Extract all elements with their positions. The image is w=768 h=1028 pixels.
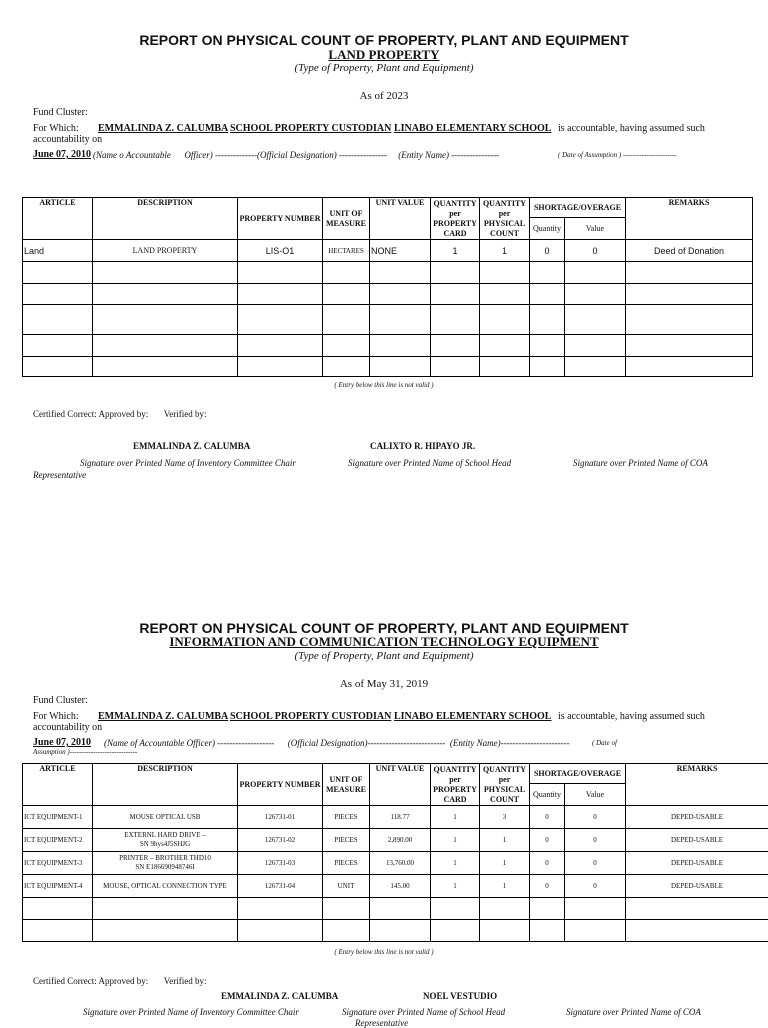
- cell-description: MOUSE OPTICAL USB: [93, 806, 238, 829]
- cell-unit-value: NONE: [370, 240, 431, 262]
- cell-unit-value: 2,890.00: [370, 829, 431, 852]
- table-row-empty: [23, 357, 753, 377]
- table-row: [23, 852, 768, 875]
- report2-sig-name1: EMMALINDA Z. CALUMBA: [221, 991, 338, 1001]
- report1-date: June 07, 2010: [33, 149, 91, 160]
- cell-unit: UNIT: [323, 875, 370, 898]
- report2-legend: (Name of Accountable Officer) ------------------- (Official Designation)-------------------------- (Entity Name)-----------------------: [104, 738, 570, 748]
- cell-article: ICT EQUIPMENT-3: [23, 852, 93, 875]
- cell-short-value: 0: [565, 829, 626, 852]
- col-qty-card: QUANTITY per PROPERTY CARD: [431, 764, 480, 806]
- cell-unit-value: 118.77: [370, 806, 431, 829]
- col-property-number: PROPERTY NUMBER: [238, 764, 323, 806]
- report1-name: EMMALINDA Z. CALUMBA: [98, 123, 228, 134]
- cell-property-number: 126731-01: [238, 806, 323, 829]
- report2-sig-name2: NOEL VESTUDIO: [423, 991, 497, 1001]
- report2-accountable: is accountable, having assumed such: [558, 711, 705, 722]
- cell-description: PRINTER – BROTHER THD10 SN E186690948746I: [93, 852, 238, 875]
- report1-sig-label2: Signature over Printed Name of School Head: [348, 458, 511, 468]
- report2-type-caption: (Type of Property, Plant and Equipment): [0, 650, 768, 662]
- cell-remarks: DEPED-USABLE: [626, 806, 768, 829]
- report2-entity: LINABO ELEMENTARY SCHOOL: [394, 711, 559, 722]
- cell-remarks: DEPED-USABLE: [626, 875, 768, 898]
- cell-short-value: 0: [565, 240, 626, 262]
- cell-short-qty: 0: [530, 240, 565, 262]
- report2-sig-label3: Signature over Printed Name of COA: [566, 1007, 701, 1017]
- col-description: DESCRIPTION: [93, 764, 238, 806]
- report2-date: June 07, 2010: [33, 737, 91, 748]
- cell-article: ICT EQUIPMENT-2: [23, 829, 93, 852]
- cell-description: LAND PROPERTY: [93, 240, 238, 262]
- report2-legend-date2: Assumption )-----------------------------: [33, 748, 137, 756]
- col-qty-card: QUANTITY per PROPERTY CARD: [431, 198, 480, 240]
- cell-unit: PIECES: [323, 829, 370, 852]
- cell-remarks: DEPED-USABLE: [626, 829, 768, 852]
- report1-subtitle: LAND PROPERTY: [0, 47, 768, 63]
- report1-legend-date: ( Date of Assumption ) -----------------------: [558, 151, 677, 159]
- report1-table: [22, 197, 753, 377]
- report2-title: REPORT ON PHYSICAL COUNT OF PROPERTY, PLANT AND EQUIPMENT: [0, 620, 768, 636]
- cell-qty-card: 1: [431, 829, 480, 852]
- cell-remarks: DEPED-USABLE: [626, 852, 768, 875]
- report1-designation: SCHOOL PROPERTY CUSTODIAN: [230, 123, 391, 134]
- col-shortage: SHORTAGE/OVERAGE: [530, 764, 626, 784]
- cell-unit: HECTARES: [323, 240, 370, 262]
- col-quantity: Quantity: [530, 784, 565, 806]
- table-row: [23, 240, 753, 262]
- cell-unit-value: 13,760.00: [370, 852, 431, 875]
- cell-property-number: LIS-O1: [238, 240, 323, 262]
- col-qty-count: QUANTITY per PHYSICAL COUNT: [480, 764, 530, 806]
- cell-property-number: 126731-03: [238, 852, 323, 875]
- cell-qty-count: 1: [480, 240, 530, 262]
- cell-property-number: 126731-02: [238, 829, 323, 852]
- cell-short-value: 0: [565, 875, 626, 898]
- col-remarks: REMARKS: [626, 764, 768, 806]
- report1-sig-label3: Signature over Printed Name of COA: [573, 458, 708, 468]
- col-unit-of-measure: UNIT OF MEASURE: [323, 764, 370, 806]
- table-row-empty: [23, 920, 768, 942]
- cell-article: Land: [23, 240, 93, 262]
- report1-accountability-on: accountability on: [33, 134, 102, 145]
- report2-subtitle: INFORMATION AND COMMUNICATION TECHNOLOGY EQUIPMENT: [0, 634, 768, 650]
- cell-short-qty: 0: [530, 806, 565, 829]
- table-row: [23, 806, 768, 829]
- cell-qty-card: 1: [431, 240, 480, 262]
- cell-short-qty: 0: [530, 875, 565, 898]
- report1-fund-cluster: Fund Cluster:: [33, 107, 88, 118]
- report2-table: [22, 763, 768, 942]
- cell-article: ICT EQUIPMENT-4: [23, 875, 93, 898]
- cell-short-value: 0: [565, 852, 626, 875]
- cell-property-number: 126731-04: [238, 875, 323, 898]
- report1-representative: Representative: [33, 470, 86, 480]
- report2-sig-label2: Signature over Printed Name of School Head: [342, 1007, 505, 1017]
- report1-for-which: For Which:: [33, 123, 79, 134]
- cell-qty-card: 1: [431, 852, 480, 875]
- report1-accountable: is accountable, having assumed such: [558, 123, 705, 134]
- cell-unit-value: 145.00: [370, 875, 431, 898]
- report1-legend: (Name o Accountable Officer) --------------(Official Designation) ---------------- (Entity Name) ----------------: [93, 150, 499, 160]
- report2-for-which: For Which:: [33, 711, 79, 722]
- cell-short-qty: 0: [530, 829, 565, 852]
- report1-as-of: As of 2023: [0, 90, 768, 102]
- col-unit-value: UNIT VALUE: [370, 764, 431, 806]
- report2-name: EMMALINDA Z. CALUMBA: [98, 711, 228, 722]
- col-unit-of-measure: UNIT OF MEASURE: [323, 198, 370, 240]
- cell-qty-card: 1: [431, 806, 480, 829]
- col-article: ARTICLE: [23, 764, 93, 806]
- report1-certified: Certified Correct: Approved by: Verified by:: [33, 409, 207, 419]
- report2-representative: Representative: [355, 1018, 408, 1028]
- col-value: Value: [565, 218, 626, 240]
- cell-unit: PIECES: [323, 852, 370, 875]
- report1-type-caption: (Type of Property, Plant and Equipment): [0, 62, 768, 74]
- report1-entry-note: ( Entry below this line is not valid ): [0, 381, 768, 389]
- table-row-empty: [23, 284, 753, 305]
- cell-qty-card: 1: [431, 875, 480, 898]
- report2-fund-cluster: Fund Cluster:: [33, 695, 88, 706]
- table-row-empty: [23, 898, 768, 920]
- col-shortage: SHORTAGE/OVERAGE: [530, 198, 626, 218]
- col-remarks: REMARKS: [626, 198, 753, 240]
- report2-as-of: As of May 31, 2019: [0, 678, 768, 690]
- cell-description: EXTERNL HARD DRIVE – SN 9hys4J5SHJG: [93, 829, 238, 852]
- cell-qty-count: 1: [480, 875, 530, 898]
- table-row: [23, 829, 768, 852]
- col-unit-value: UNIT VALUE: [370, 198, 431, 240]
- cell-qty-count: 1: [480, 829, 530, 852]
- col-quantity: Quantity: [530, 218, 565, 240]
- table-row-empty: [23, 335, 753, 357]
- report2-sig-label1: Signature over Printed Name of Inventory Committee Chair: [83, 1007, 299, 1017]
- report1-sig-label1: Signature over Printed Name of Inventory Committee Chair: [80, 458, 296, 468]
- cell-short-qty: 0: [530, 852, 565, 875]
- table-row-empty: [23, 305, 753, 335]
- col-value: Value: [565, 784, 626, 806]
- cell-unit: PIECES: [323, 806, 370, 829]
- cell-article: ICT EQUIPMENT-1: [23, 806, 93, 829]
- cell-description: MOUSE, OPTICAL CONNECTION TYPE: [93, 875, 238, 898]
- report2-designation: SCHOOL PROPERTY CUSTODIAN: [230, 711, 391, 722]
- cell-qty-count: 1: [480, 852, 530, 875]
- report2-certified: Certified Correct: Approved by: Verified by:: [33, 976, 207, 986]
- report1-entity: LINABO ELEMENTARY SCHOOL: [394, 123, 559, 134]
- col-description: DESCRIPTION: [93, 198, 238, 240]
- report2-accountability-on: accountability on: [33, 722, 102, 733]
- report1-sig-name2: CALIXTO R. HIPAYO JR.: [370, 441, 475, 451]
- col-property-number: PROPERTY NUMBER: [238, 198, 323, 240]
- cell-remarks: Deed of Donation: [626, 240, 753, 262]
- report1-sig-name1: EMMALINDA Z. CALUMBA: [133, 441, 250, 451]
- table-row-empty: [23, 262, 753, 284]
- report2-entry-note: ( Entry below this line is not valid ): [0, 948, 768, 956]
- report1-title: REPORT ON PHYSICAL COUNT OF PROPERTY, PLANT AND EQUIPMENT: [0, 32, 768, 48]
- col-qty-count: QUANTITY per PHYSICAL COUNT: [480, 198, 530, 240]
- cell-short-value: 0: [565, 806, 626, 829]
- cell-qty-count: 3: [480, 806, 530, 829]
- report2-legend-date: ( Date of: [592, 739, 617, 747]
- col-article: ARTICLE: [23, 198, 93, 240]
- table-row: [23, 875, 768, 898]
